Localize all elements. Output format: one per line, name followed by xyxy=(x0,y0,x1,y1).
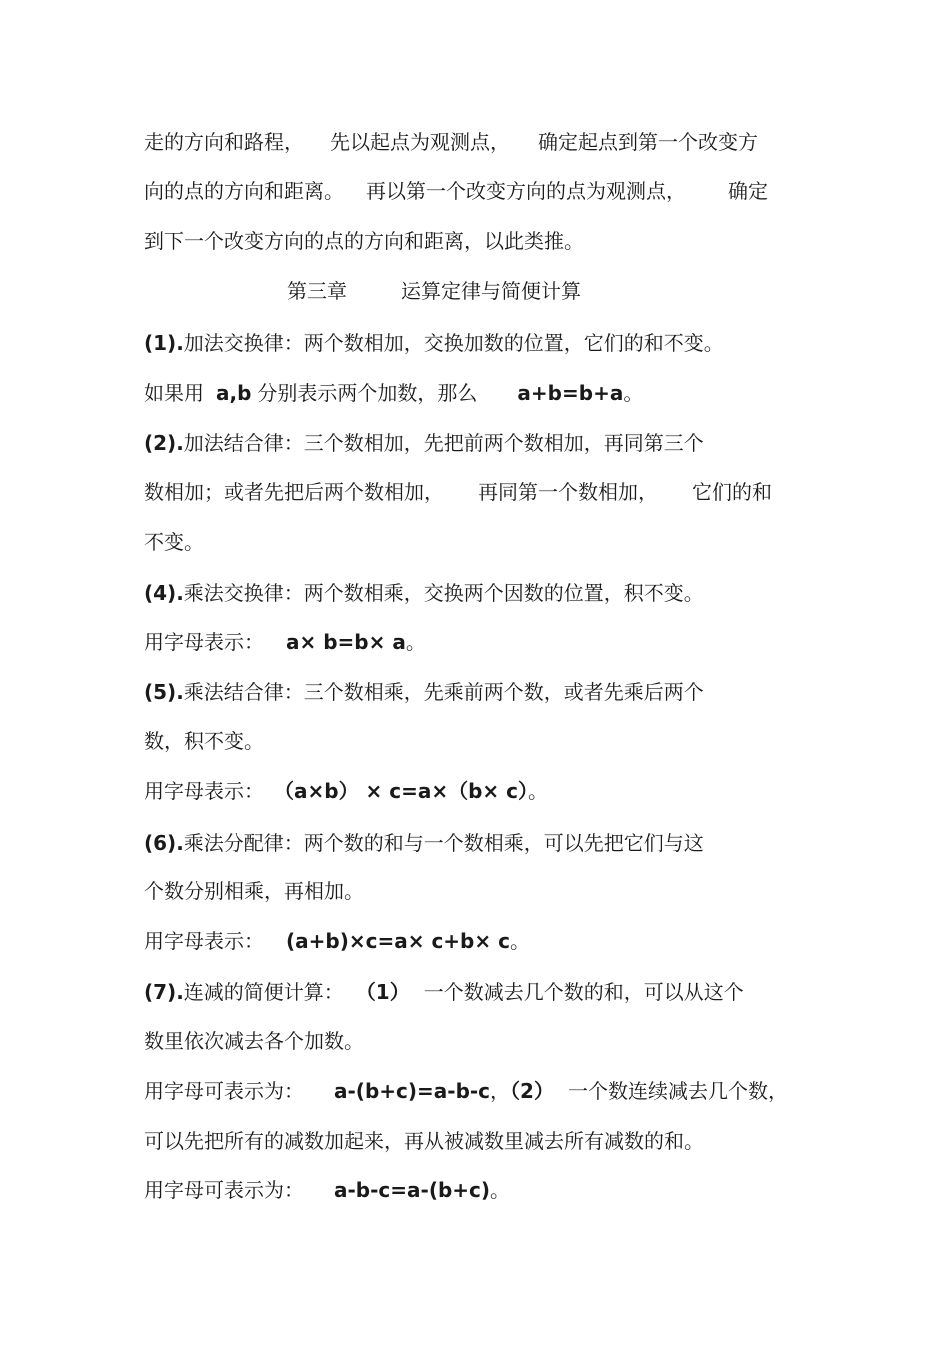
law-text: 一个数减去几个数的和，可以从这个 xyxy=(423,980,744,1004)
law-text: 。 xyxy=(490,1178,511,1202)
law-subitem: （1） xyxy=(355,980,410,1004)
chapter-heading xyxy=(287,277,581,305)
law-2-line-1 xyxy=(144,429,704,457)
law-text: 再同第一个数相加， xyxy=(478,480,658,504)
law-text: 。 xyxy=(509,929,530,953)
law-text: 数相加；或者先把后两个数相加， xyxy=(144,480,444,504)
law-subitem: （2） xyxy=(510,1079,554,1103)
law-text: 用字母表示： xyxy=(144,779,264,803)
intro-line-3: 到下一个改变方向的点的方向和距离，以此类推。 xyxy=(144,229,584,253)
law-text: 用字母表示： xyxy=(144,630,264,654)
law-text: 乘法交换律：两个数相乘，交换两个因数的位置，积不变。 xyxy=(183,581,704,605)
intro-text: 确定 xyxy=(728,179,768,203)
law-variable: a,b xyxy=(216,381,252,405)
law-text: 用字母表示： xyxy=(144,929,264,953)
law-6-line-1 xyxy=(144,829,704,857)
chapter-title: 运算定律与简便计算 xyxy=(401,279,581,303)
law-text: 。 xyxy=(528,779,549,803)
law-text: 乘法结合律：三个数相乘，先乘前两个数，或者先乘后两个 xyxy=(183,680,704,704)
law-4-line-1 xyxy=(144,579,704,607)
law-formula: a-b-c=a-(b+c) xyxy=(334,1178,491,1202)
law-number: (7). xyxy=(144,980,184,1004)
intro-line-1 xyxy=(144,128,758,156)
law-2-line-3: 不变。 xyxy=(144,530,204,554)
intro-text: 先以起点为观测点， xyxy=(330,130,510,154)
law-2-line-2 xyxy=(144,478,772,506)
law-formula: a-(b+c)=a-b-c xyxy=(334,1079,491,1103)
intro-line-2 xyxy=(144,177,768,205)
law-text: 。 xyxy=(623,381,644,405)
law-text: 用字母可表示为： xyxy=(144,1079,304,1103)
law-number: (5). xyxy=(144,680,184,704)
law-text: 加法结合律：三个数相加，先把前两个数相加，再同第三个 xyxy=(183,431,704,455)
law-7-line-4: 可以先把所有的减数加起来，再从被减数里减去所有减数的和。 xyxy=(144,1129,704,1153)
law-7-line-3 xyxy=(144,1077,788,1105)
law-5-line-1 xyxy=(144,678,704,706)
law-formula: a× b=b× a xyxy=(286,630,406,654)
law-1-line-2 xyxy=(144,379,643,407)
law-7-line-2: 数里依次减去各个加数。 xyxy=(144,1029,364,1053)
intro-text: 确定起点到第一个改变方 xyxy=(538,130,758,154)
intro-text: 向的点的方向和距离。 xyxy=(144,179,344,203)
law-text: ， xyxy=(490,1079,511,1103)
intro-text: 再以第一个改变方向的点为观测点， xyxy=(366,179,686,203)
law-1-line-1 xyxy=(144,329,724,357)
intro-text: 走的方向和路程， xyxy=(144,130,304,154)
chapter-number: 第三章 xyxy=(287,279,347,303)
law-5-line-2: 数，积不变。 xyxy=(144,729,264,753)
law-number: (2). xyxy=(144,431,184,455)
law-text: 加法交换律：两个数相加，交换加数的位置，它们的和不变。 xyxy=(183,331,724,355)
law-text: 。 xyxy=(405,630,426,654)
law-text: 连减的简便计算： xyxy=(183,980,344,1004)
law-7-line-1 xyxy=(144,978,744,1006)
law-6-line-2: 个数分别相乘，再相加。 xyxy=(144,879,364,903)
law-text: 分别表示两个加数，那么 xyxy=(257,381,478,405)
law-5-line-3 xyxy=(144,777,548,805)
law-formula: （a×b） × c=a×（b× c） xyxy=(274,779,529,803)
law-text: 用字母可表示为： xyxy=(144,1178,304,1202)
law-text: 如果用 xyxy=(144,381,204,405)
law-text: 乘法分配律：两个数的和与一个数相乘，可以先把它们与这 xyxy=(183,831,704,855)
law-number: (6). xyxy=(144,831,184,855)
law-number: (1). xyxy=(144,331,184,355)
law-7-line-5 xyxy=(144,1176,510,1204)
law-text: 一个数连续减去几个数， xyxy=(567,1079,788,1103)
law-number: (4). xyxy=(144,581,184,605)
law-6-line-3 xyxy=(144,927,530,955)
law-formula: a+b=b+a xyxy=(517,381,624,405)
law-formula: (a+b)×c=a× c+b× c xyxy=(286,929,510,953)
law-4-line-2 xyxy=(144,628,426,656)
law-text: 它们的和 xyxy=(692,480,772,504)
